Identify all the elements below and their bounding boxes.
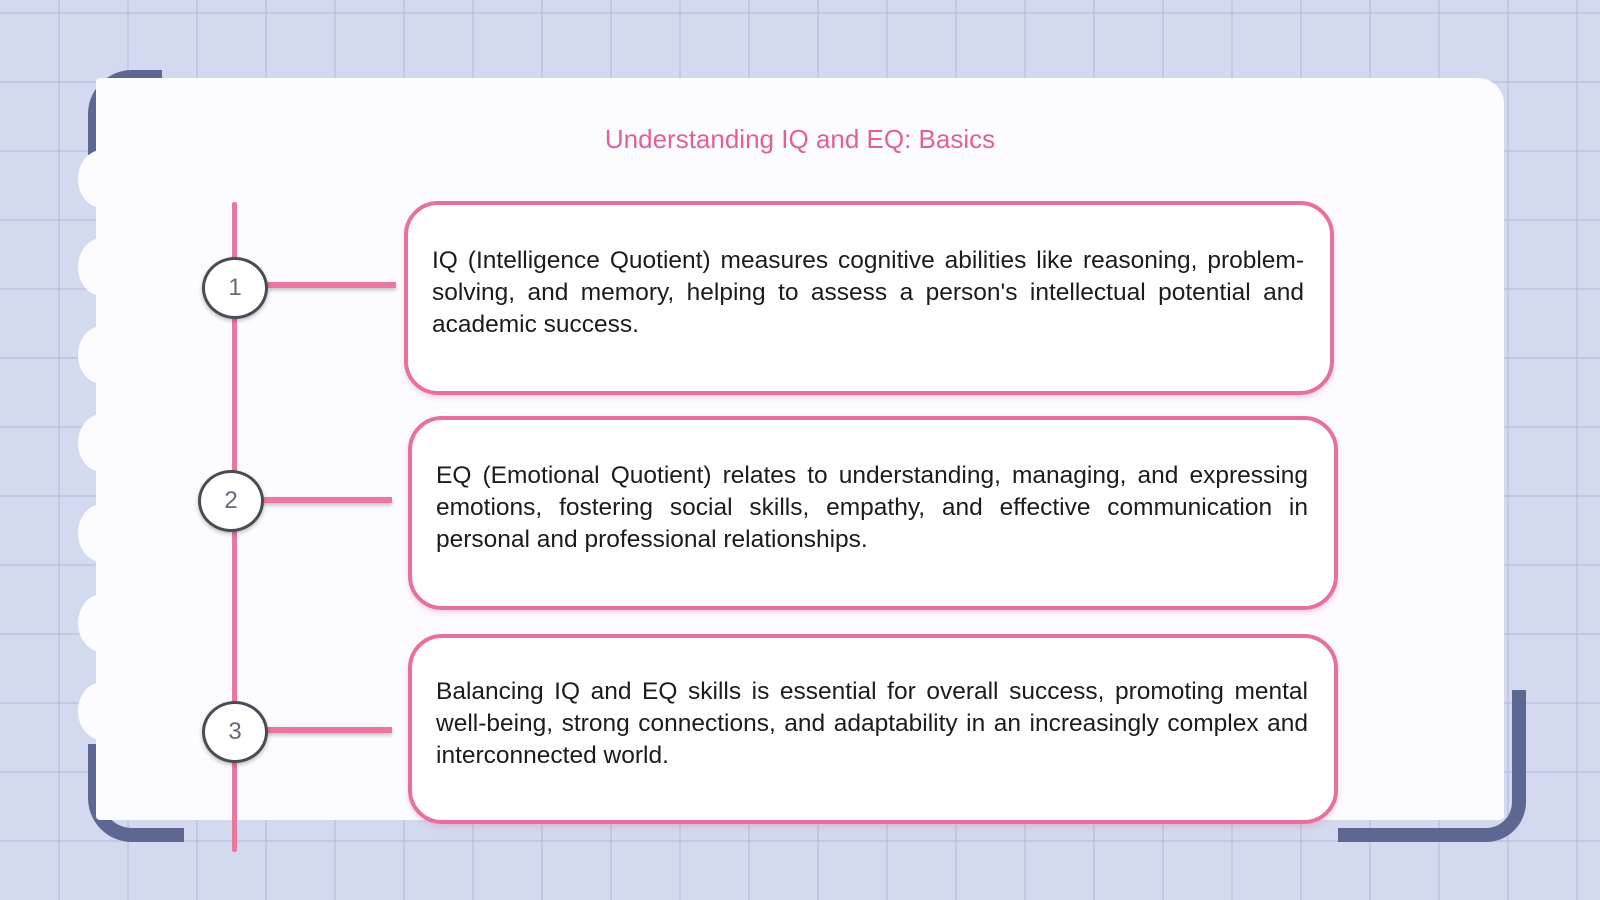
step-number-1: 1 xyxy=(202,257,268,319)
step-card-1 xyxy=(404,201,1334,395)
slide-title: Understanding IQ and EQ: Basics xyxy=(604,124,996,154)
step-number-3: 3 xyxy=(202,701,268,763)
step-connector xyxy=(266,727,392,733)
step-connector xyxy=(266,282,396,288)
paper-scallop xyxy=(78,150,126,208)
paper-scallop xyxy=(78,682,126,740)
paper-scallop xyxy=(78,504,126,562)
paper-scallop xyxy=(78,326,126,384)
paper-scallop xyxy=(78,238,126,296)
step-number-2: 2 xyxy=(198,470,264,532)
paper-scallop xyxy=(78,414,126,472)
step-card-2 xyxy=(408,416,1338,610)
step-card-2-text: EQ (Emotional Quotient) relates to understanding, managing, and expressing emotions, fostering social skills, empathy, and effective communication in personal and professional relationships. xyxy=(436,462,1308,553)
step-card-3 xyxy=(408,634,1338,824)
step-card-3-text: Balancing IQ and EQ skills is essential for overall success, promoting mental well-being, strong connections, and adaptability in an increasingly complex and interconnected world. xyxy=(436,678,1308,769)
step-connector xyxy=(262,497,392,503)
paper-scallop xyxy=(78,594,126,652)
step-card-1-text: IQ (Intelligence Quotient) measures cognitive abilities like reasoning, problem-solving, and memory, helping to assess a person's intellectual potential and academic success. xyxy=(432,247,1304,338)
